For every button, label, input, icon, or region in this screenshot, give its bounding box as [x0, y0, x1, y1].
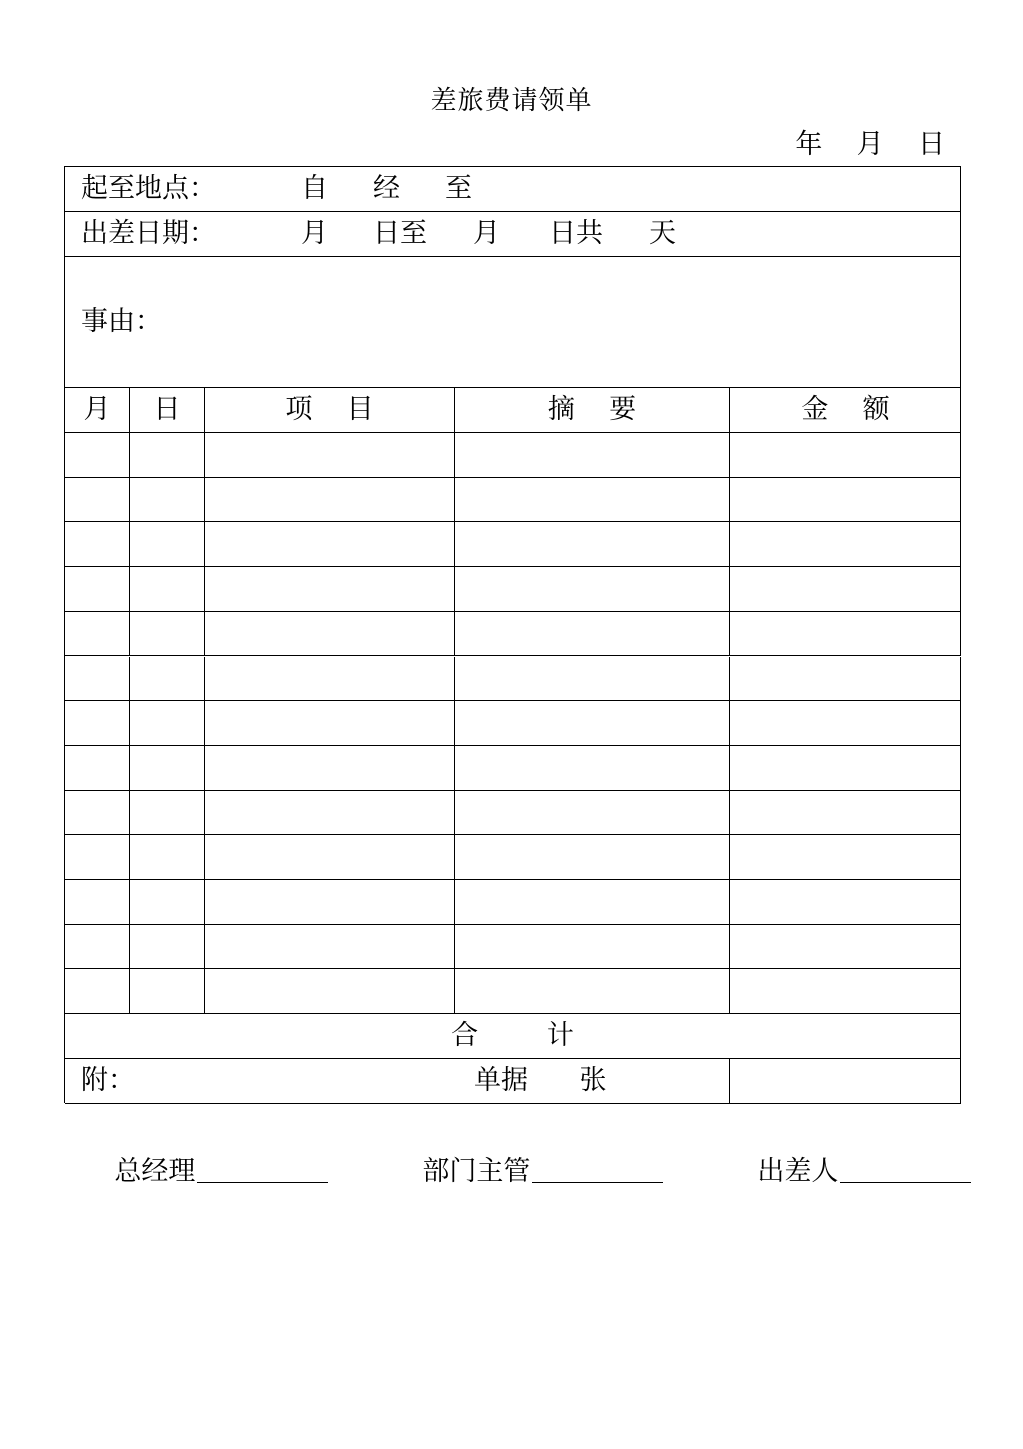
cell-month[interactable]: [65, 657, 130, 701]
cell-summary[interactable]: [455, 746, 730, 790]
cell-item[interactable]: [205, 612, 455, 656]
gm-signature: [80, 1106, 328, 1238]
cell-item[interactable]: [205, 969, 455, 1013]
cell-amount[interactable]: [730, 880, 961, 924]
cell-item[interactable]: [205, 925, 455, 969]
cell-month[interactable]: [65, 567, 130, 611]
cell-day[interactable]: [130, 925, 205, 969]
table-row: [65, 701, 961, 746]
dates-month-end: 月: [473, 218, 500, 249]
cell-day[interactable]: [130, 567, 205, 611]
cell-day[interactable]: [130, 657, 205, 701]
cell-summary[interactable]: [455, 522, 730, 566]
cell-day[interactable]: [130, 701, 205, 745]
table-row: [65, 835, 961, 880]
cell-item[interactable]: [205, 701, 455, 745]
cell-item[interactable]: [205, 478, 455, 522]
header-amount-cell: [730, 388, 961, 432]
cell-month[interactable]: [65, 433, 130, 477]
dates-day-to: 日至: [373, 218, 427, 249]
header-item-cell: [205, 388, 455, 432]
cell-amount[interactable]: [730, 791, 961, 835]
cell-amount[interactable]: [730, 522, 961, 566]
traveler-label: 出差人: [757, 1156, 839, 1187]
dept-sign-field[interactable]: [532, 1150, 663, 1183]
cell-month[interactable]: [65, 478, 130, 522]
cell-amount[interactable]: [730, 746, 961, 790]
cell-summary[interactable]: [455, 791, 730, 835]
header-summary-cell: [455, 388, 730, 432]
cell-month[interactable]: [65, 925, 130, 969]
route-via: 经: [373, 173, 400, 204]
table-row: [65, 791, 961, 836]
gm-sign-field[interactable]: [197, 1150, 328, 1183]
traveler-signature: [723, 1106, 971, 1238]
cell-amount[interactable]: [730, 969, 961, 1013]
cell-month[interactable]: [65, 880, 130, 924]
cell-month[interactable]: [65, 791, 130, 835]
table-row: [65, 522, 961, 567]
attachment-row: [65, 1059, 961, 1104]
attachment-amount-cell[interactable]: [730, 1059, 961, 1103]
expense-form: [64, 166, 961, 1103]
cell-summary[interactable]: [455, 433, 730, 477]
cell-summary[interactable]: [455, 567, 730, 611]
cell-item[interactable]: [205, 835, 455, 879]
cell-day[interactable]: [130, 880, 205, 924]
cell-item[interactable]: [205, 746, 455, 790]
form-title: 差旅费请领单: [430, 86, 593, 116]
cell-item[interactable]: [205, 791, 455, 835]
header-summary: 摘 要: [547, 394, 637, 425]
header-day: 日: [153, 394, 181, 425]
cell-amount[interactable]: [730, 612, 961, 656]
cell-item[interactable]: [205, 880, 455, 924]
table-row: [65, 969, 961, 1014]
cell-day[interactable]: [130, 478, 205, 522]
date-line: 年 月 日: [795, 129, 945, 160]
cell-month[interactable]: [65, 969, 130, 1013]
cell-summary[interactable]: [455, 478, 730, 522]
signature-line: [0, 1106, 1023, 1187]
cell-day[interactable]: [130, 612, 205, 656]
header-amount: 金 额: [801, 394, 890, 425]
cell-month[interactable]: [65, 522, 130, 566]
header-month-cell: [65, 388, 130, 432]
route-label: 起至地点：: [81, 173, 216, 204]
table-row: [65, 746, 961, 791]
gm-label: 总经理: [114, 1156, 196, 1187]
table-row: [65, 880, 961, 925]
cell-item[interactable]: [205, 433, 455, 477]
cell-summary[interactable]: [455, 969, 730, 1013]
cell-day[interactable]: [130, 969, 205, 1013]
route-row: [65, 167, 961, 212]
cell-day[interactable]: [130, 433, 205, 477]
table-row: [65, 657, 961, 702]
header-day-cell: [130, 388, 205, 432]
route-from: 自: [301, 173, 328, 204]
cell-amount[interactable]: [730, 925, 961, 969]
total-label: 合 计: [451, 1020, 574, 1051]
cell-month[interactable]: [65, 746, 130, 790]
cell-day[interactable]: [130, 791, 205, 835]
cell-day[interactable]: [130, 835, 205, 879]
dept-label: 部门主管: [422, 1156, 531, 1187]
dates-days: 天: [649, 218, 676, 249]
cell-summary[interactable]: [455, 612, 730, 656]
cell-month[interactable]: [65, 835, 130, 879]
route-to: 至: [445, 173, 472, 204]
attach-label: 附：: [81, 1065, 135, 1096]
cell-amount[interactable]: [730, 701, 961, 745]
dates-label: 出差日期：: [81, 218, 216, 249]
attachment-cell: [65, 1059, 730, 1103]
receipts-label: 单据 张: [474, 1065, 607, 1096]
cell-amount[interactable]: [730, 478, 961, 522]
cell-month[interactable]: [65, 701, 130, 745]
dates-month-start: 月: [301, 218, 328, 249]
cell-summary[interactable]: [455, 701, 730, 745]
cell-summary[interactable]: [455, 880, 730, 924]
cell-amount[interactable]: [730, 835, 961, 879]
cell-day[interactable]: [130, 522, 205, 566]
total-row: [65, 1014, 961, 1059]
cell-item[interactable]: [205, 522, 455, 566]
reason-label: 事由：: [81, 306, 162, 337]
cell-month[interactable]: [65, 612, 130, 656]
table-row: [65, 925, 961, 970]
table-row: [65, 567, 961, 612]
cell-item[interactable]: [205, 657, 455, 701]
header-month: 月: [83, 394, 111, 425]
reason-row: [65, 257, 961, 388]
table-row: [65, 433, 961, 478]
dept-signature: [388, 1106, 663, 1238]
traveler-sign-field[interactable]: [840, 1150, 971, 1183]
cell-amount[interactable]: [730, 657, 961, 701]
header-item: 项 目: [285, 394, 374, 425]
cell-summary[interactable]: [455, 657, 730, 701]
cell-amount[interactable]: [730, 433, 961, 477]
cell-item[interactable]: [205, 567, 455, 611]
table-header-row: [65, 388, 961, 433]
cell-summary[interactable]: [455, 925, 730, 969]
table-row: [65, 478, 961, 523]
dates-row: [65, 212, 961, 257]
cell-summary[interactable]: [455, 835, 730, 879]
cell-amount[interactable]: [730, 567, 961, 611]
dates-day-total: 日共: [549, 218, 603, 249]
cell-day[interactable]: [130, 746, 205, 790]
table-row: [65, 612, 961, 657]
